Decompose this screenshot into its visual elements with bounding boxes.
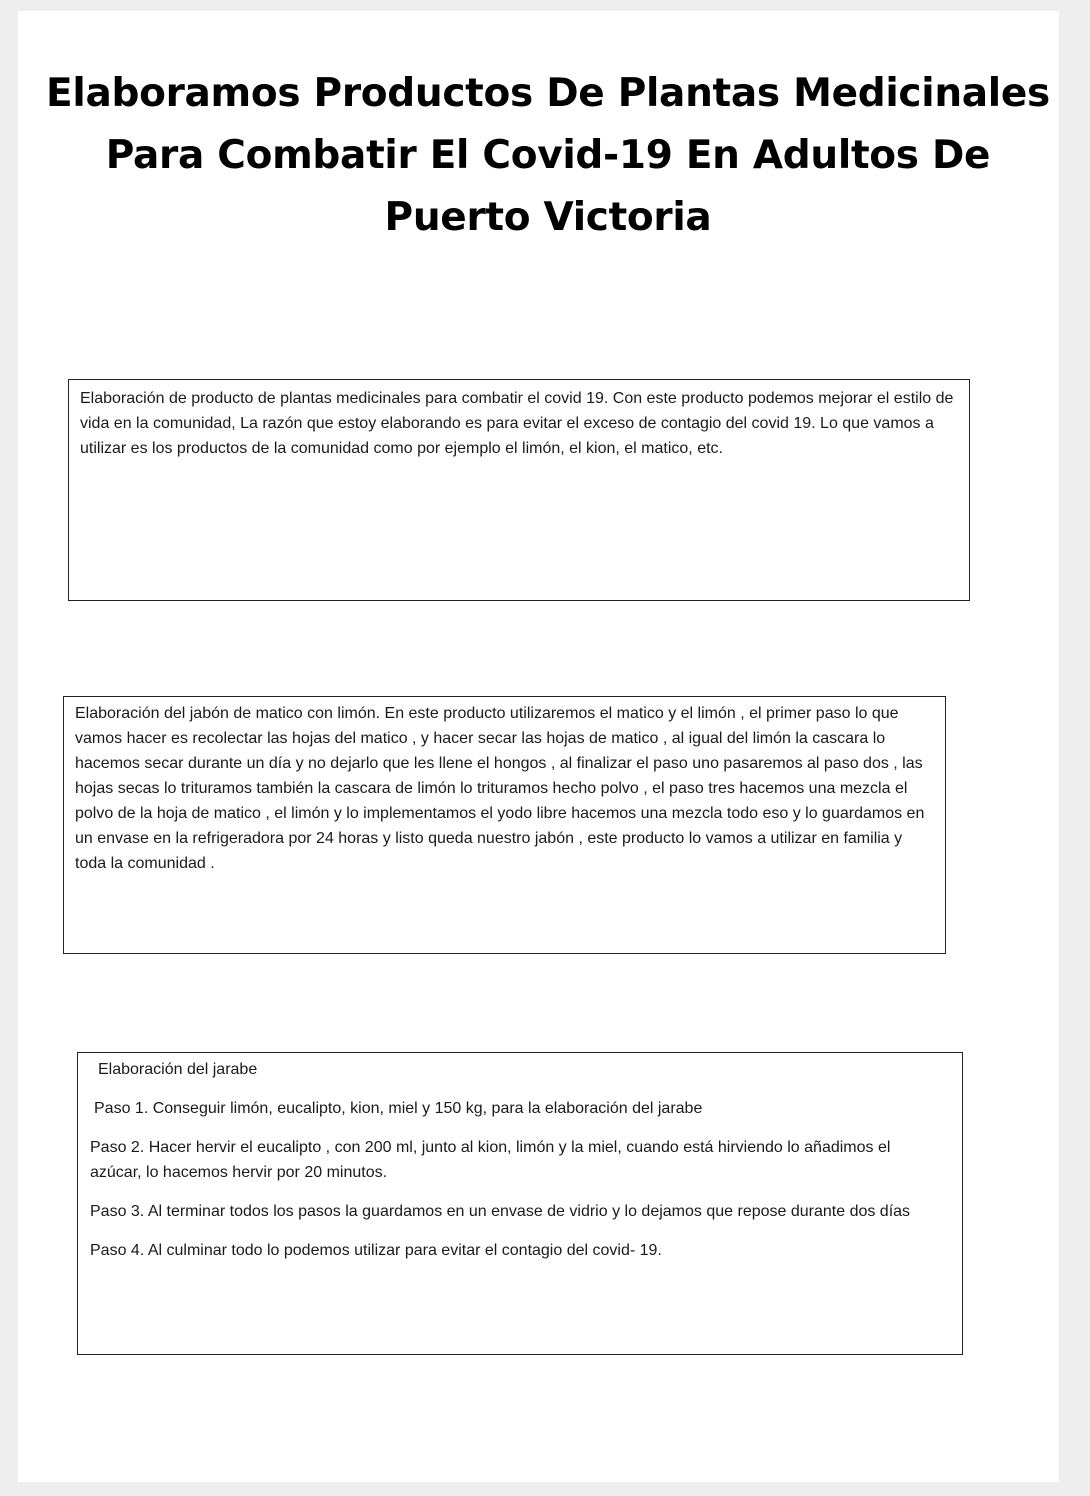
title-line-3: Puerto Victoria xyxy=(384,195,712,240)
soap-text-box xyxy=(63,696,946,954)
document-title xyxy=(18,63,1078,249)
syrup-step-1: Paso 1. Conseguir limón, eucalipto, kion, miel y 150 kg, para la elaboración del jarabe xyxy=(94,1100,703,1117)
title-line-2: Para Combatir El Covid-19 En Adultos De xyxy=(105,133,991,178)
soap-paragraph: Elaboración del jabón de matico con limón. En este producto utilizaremos el matico y el limón , el primer paso lo que vamos hacer es recolectar las hojas del matico , y hacer secar las hojas de matico , al igual del limón la cascara lo hacemos secar durante un día y no dejarlo que les llene el hongos , al finalizar el paso uno pasaremos al paso dos , las hojas secas lo trituramos también la cascara de limón lo trituramos hecho polvo , el paso tres hacemos una mezcla el polvo de la hoja de matico , el limón y lo implementamos el yodo libre hacemos una mezcla todo eso y lo guardamos en un envase en la refrigeradora por 24 horas y listo queda nuestro jabón , este producto lo vamos a utilizar en familia y toda la comunidad . xyxy=(75,705,925,872)
syrup-heading: Elaboración del jarabe xyxy=(98,1061,258,1078)
intro-paragraph: Elaboración de producto de plantas medicinales para combatir el covid 19. Con este producto podemos mejorar el estilo de vida en la comunidad, La razón que estoy elaborando es para evitar el exceso de contagio del covid 19. Lo que vamos a utilizar es los productos de la comunidad como por ejemplo el limón, el kion, el matico, etc. xyxy=(80,390,954,457)
syrup-step-2: Paso 2. Hacer hervir el eucalipto , con 200 ml, junto al kion, limón y la miel, cuando está hirviendo lo añadimos el azúcar, lo hacemos hervir por 20 minutos. xyxy=(90,1139,891,1181)
syrup-step-4: Paso 4. Al culminar todo lo podemos utilizar para evitar el contagio del covid- 19. xyxy=(90,1242,662,1259)
intro-text-box xyxy=(68,379,970,601)
title-line-1: Elaboramos Productos De Plantas Medicinales xyxy=(46,71,1050,116)
syrup-text-box xyxy=(77,1052,963,1355)
document-page xyxy=(18,11,1059,1482)
syrup-step-3: Paso 3. Al terminar todos los pasos la guardamos en un envase de vidrio y lo dejamos que repose durante dos días xyxy=(90,1203,911,1220)
